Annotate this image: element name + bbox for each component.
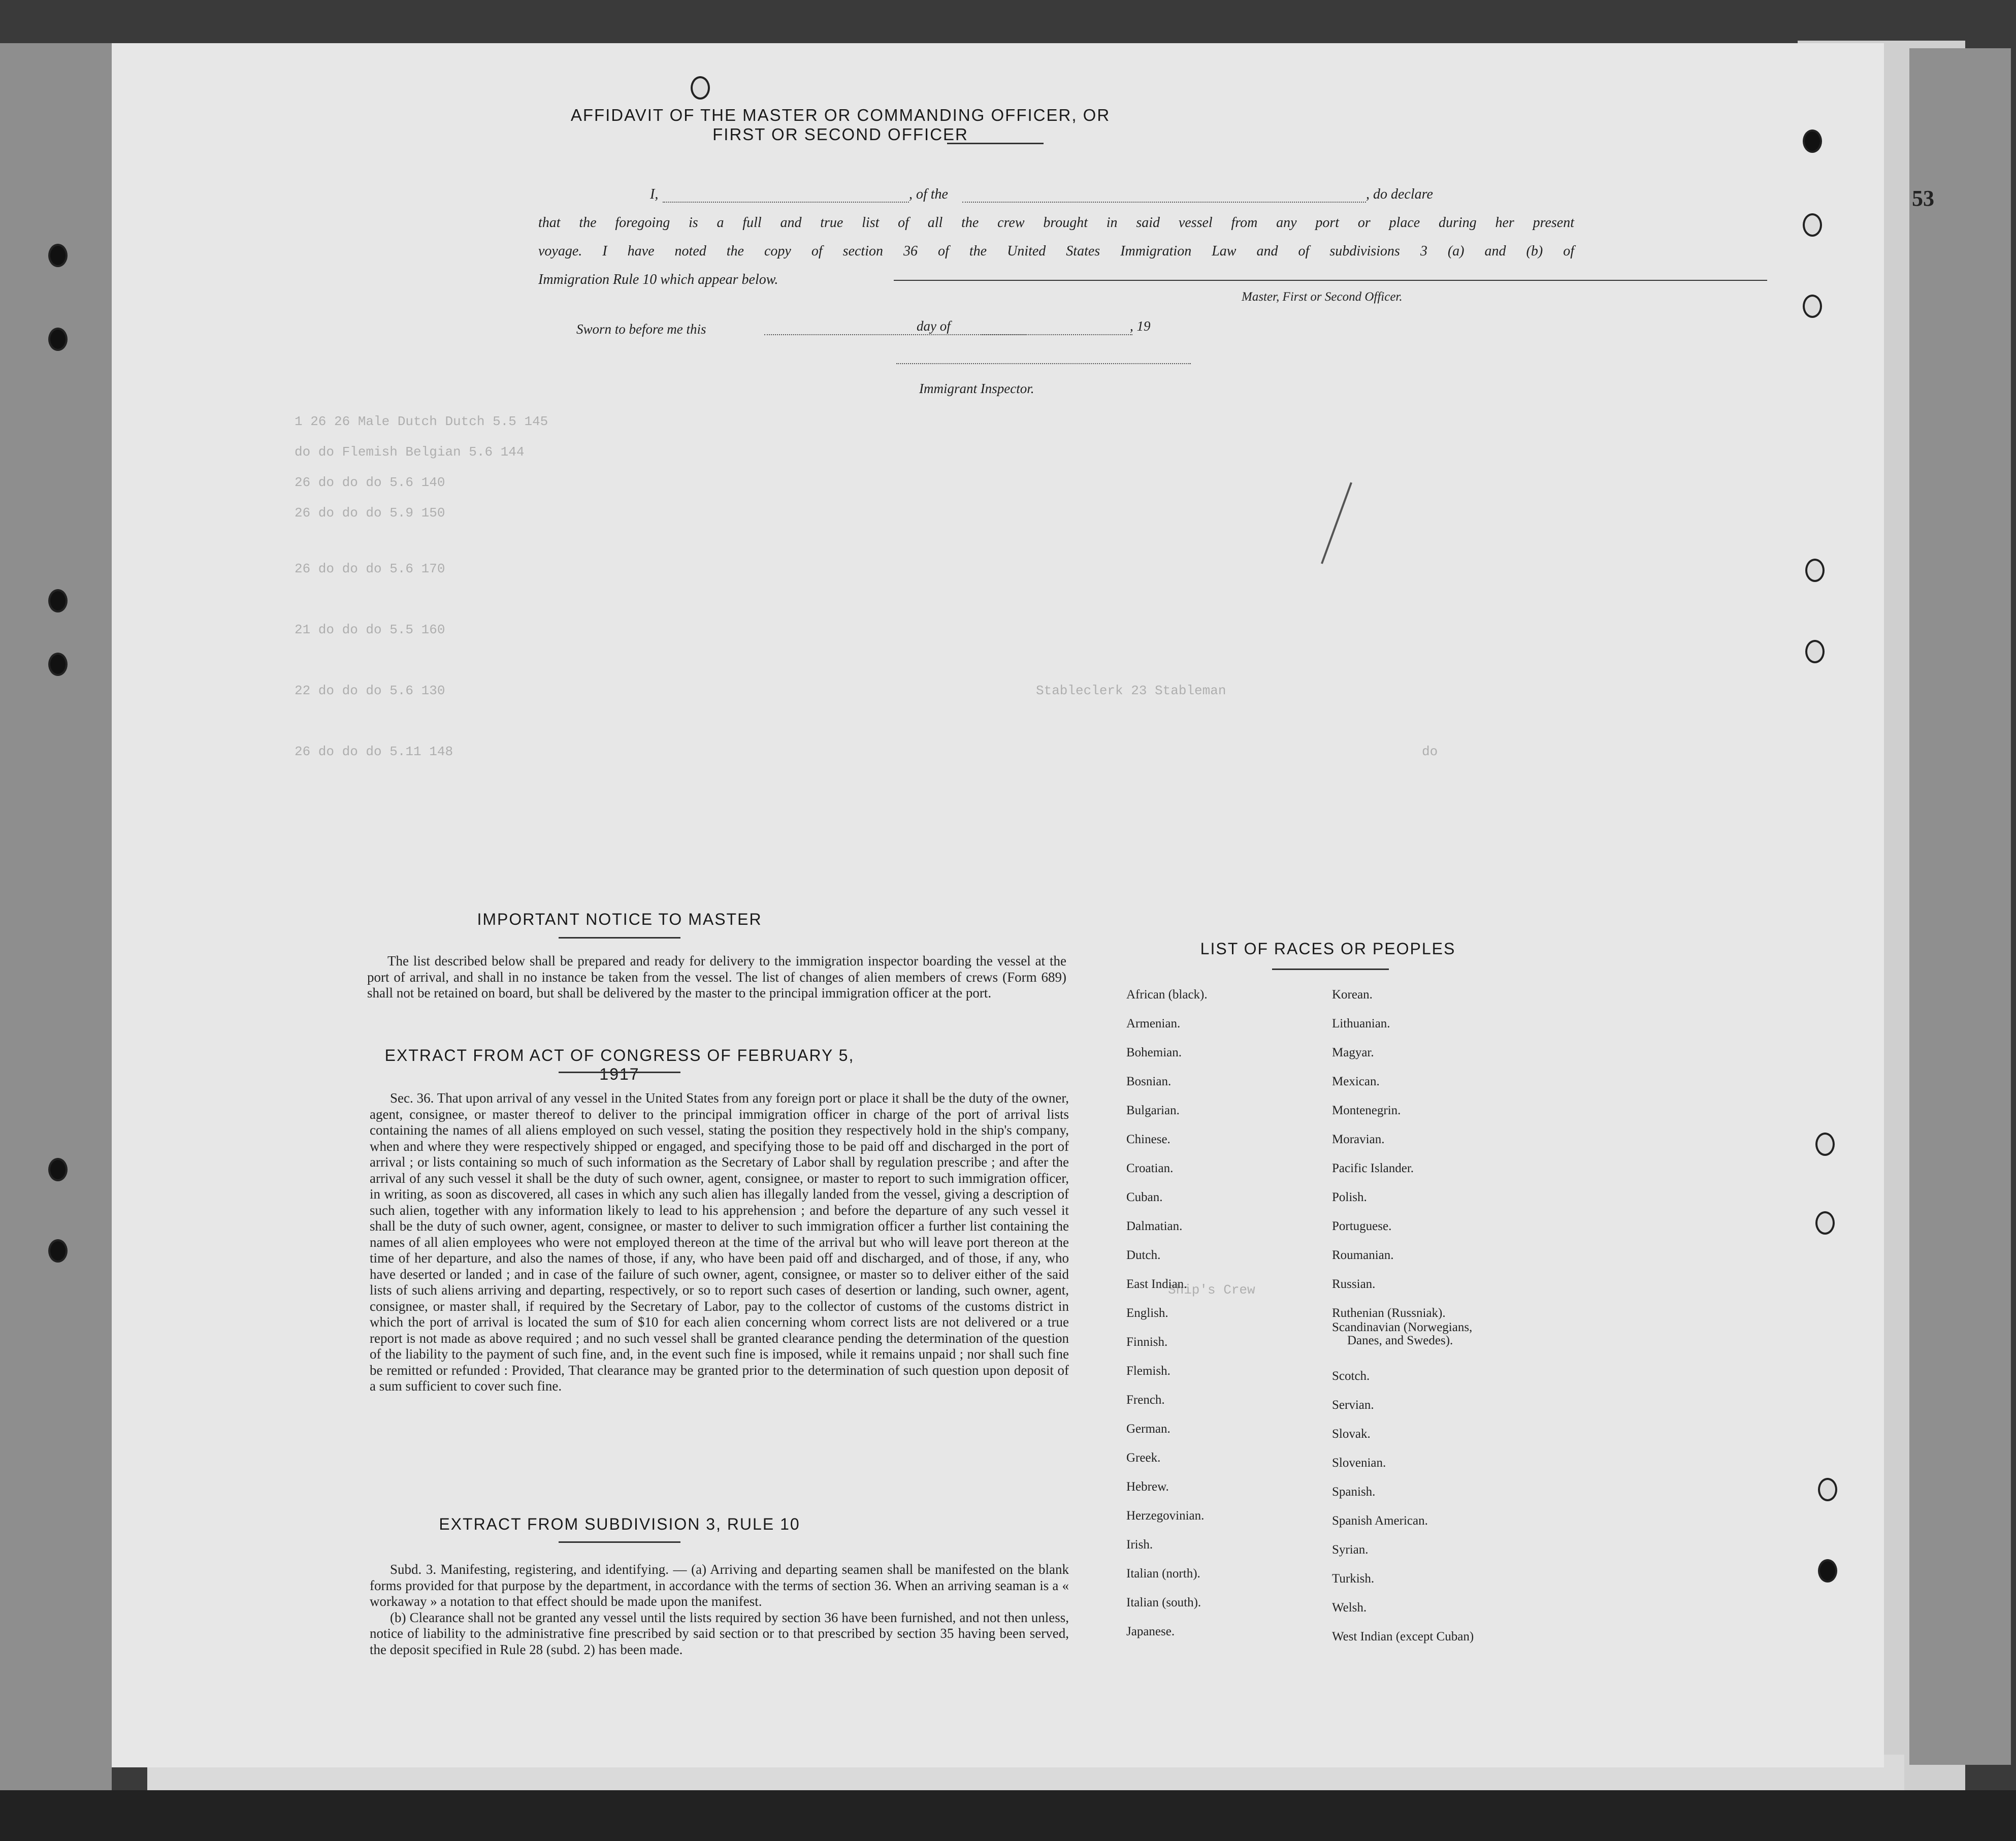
binding-hole	[1803, 295, 1822, 318]
race-right-item: Spanish American.	[1332, 1514, 1428, 1528]
bleed-through-text: do	[1422, 744, 1438, 759]
rule-paragraph-b: (b) Clearance shall not be granted any vessel until the lists required by section 36 have been furnished, and not then unless, notice of liability to the administrative fine prescribed by said section or to that prescribed by section 35 having been served, the deposit specified in Rule 28 (subd. 2) has been made.	[370, 1609, 1069, 1657]
race-right-item: Polish.	[1332, 1190, 1367, 1204]
bleed-through-text: 26 do do do 5.6 170	[295, 561, 445, 576]
binding-hole	[1803, 213, 1822, 237]
underlying-sheet-edge	[1909, 48, 2011, 1765]
rule-title: EXTRACT FROM SUBDIVISION 3, RULE 10	[439, 1515, 800, 1533]
affidavit-line3: voyage. I have noted the copy of section 36 of the United States Immigration Law and of subdivisions 3 (a) and (b) of	[538, 243, 1574, 259]
binding-hole	[1818, 1559, 1837, 1582]
bleed-through-text: 26 do do do 5.6 140	[295, 475, 445, 490]
race-left-item: Armenian.	[1126, 1017, 1181, 1030]
bottom-shadow	[0, 1790, 2016, 1841]
binding-hole	[1805, 640, 1825, 663]
race-right-item: Syrian.	[1332, 1543, 1369, 1557]
binding-hole	[1818, 1478, 1837, 1501]
notice-text	[367, 953, 1066, 1002]
binding-hole	[1815, 1133, 1835, 1156]
sworn-label: Sworn to before me this	[576, 321, 706, 337]
bleed-through-text: 1 26 26 Male Dutch Dutch 5.5 145	[295, 414, 548, 429]
binding-hole	[1815, 1211, 1835, 1235]
bleed-through-text: Ship's Crew	[1168, 1282, 1255, 1298]
race-left-item: Italian (north).	[1126, 1567, 1200, 1580]
race-right-item: Roumanian.	[1332, 1248, 1394, 1262]
race-left-item: Bosnian.	[1126, 1075, 1172, 1088]
title-underline	[947, 143, 1044, 144]
race-left-item: Japanese.	[1126, 1625, 1175, 1638]
race-right-item: Scotch.	[1332, 1369, 1370, 1383]
notice-title: IMPORTANT NOTICE TO MASTER	[477, 910, 762, 928]
bleed-through-text: 26 do do do 5.9 150	[295, 505, 445, 521]
affidavit-title: AFFIDAVIT OF THE MASTER OR COMMANDING OFFICER, OR FIRST OR SECOND OFFICER	[570, 106, 1111, 144]
race-right-item: Ruthenian (Russniak).	[1332, 1306, 1446, 1320]
binding-hole	[691, 76, 710, 100]
race-left-item: Flemish.	[1126, 1364, 1170, 1378]
affidavit-i: I,	[650, 186, 659, 202]
notice-underline	[559, 937, 680, 939]
race-left-item: French.	[1126, 1393, 1165, 1407]
bleed-through-text: 21 do do do 5.5 160	[295, 622, 445, 637]
rule-paragraph-a: Subd. 3. Manifesting, registering, and identifying. — (a) Arriving and departing seamen shall be manifested on the blank forms provided for that purpose by the department, in accordance with the terms of section 36. When an arriving seaman is a « workaway » a notation to that effect should be made upon the manifest.	[370, 1562, 1069, 1609]
race-left-item: Bulgarian.	[1126, 1104, 1180, 1117]
race-right-item: West Indian (except Cuban)	[1332, 1630, 1474, 1643]
day-of-label: day of	[917, 318, 951, 334]
affidavit-line4: Immigration Rule 10 which appear below.	[538, 272, 778, 287]
race-right-item: Spanish.	[1332, 1485, 1376, 1499]
bleed-through-text: do do Flemish Belgian 5.6 144	[295, 444, 525, 460]
race-right-item: Slovak.	[1332, 1427, 1371, 1441]
race-left-item: Bohemian.	[1126, 1046, 1182, 1059]
race-left-item: African (black).	[1126, 988, 1208, 1002]
affidavit-of-the: , of the	[909, 186, 948, 202]
race-left-item: Cuban.	[1126, 1190, 1163, 1204]
act-text	[370, 1090, 1069, 1395]
affidavit-line2: that the foregoing is a full and true list of all the crew brought in said vessel from any port or place during her present	[538, 215, 1574, 231]
binding-hole	[1805, 559, 1825, 582]
binding-hole	[48, 1158, 68, 1181]
month-line	[980, 316, 1132, 335]
binding-hole	[1803, 130, 1822, 153]
race-right-item: Mexican.	[1332, 1075, 1380, 1088]
race-right-item: Slovenian.	[1332, 1456, 1386, 1470]
affidavit-body	[538, 180, 1574, 294]
manifest-back-page	[112, 43, 1884, 1767]
race-left-item: Dalmatian.	[1126, 1219, 1183, 1233]
binding-hole	[48, 1239, 68, 1263]
name-line	[663, 180, 909, 203]
master-signature-label: Master, First or Second Officer.	[1242, 290, 1403, 304]
sheet-number-top: 53	[1912, 186, 1934, 211]
race-right-item: Korean.	[1332, 988, 1373, 1002]
race-right-item: Pacific Islander.	[1332, 1161, 1414, 1175]
race-right-item: Turkish.	[1332, 1572, 1375, 1586]
races-list	[1126, 988, 1685, 1699]
race-left-item: Italian (south).	[1126, 1596, 1201, 1609]
race-right-item: Russian.	[1332, 1277, 1376, 1291]
race-left-item: German.	[1126, 1422, 1170, 1436]
vessel-line	[962, 180, 1366, 203]
race-left-item: Irish.	[1126, 1538, 1153, 1552]
year-label: , 19	[1130, 318, 1151, 334]
race-left-item: English.	[1126, 1306, 1168, 1320]
race-left-item: East Indian.	[1126, 1277, 1187, 1291]
race-left-item: Herzegovinian.	[1126, 1509, 1205, 1523]
act-title: EXTRACT FROM ACT OF CONGRESS OF FEBRUARY 5, 1917	[384, 1046, 855, 1083]
binding-hole	[48, 589, 68, 612]
race-right-item: Lithuanian.	[1332, 1017, 1390, 1030]
race-right-item: Montenegrin.	[1332, 1104, 1401, 1117]
race-left-item: Dutch.	[1126, 1248, 1161, 1262]
binding-hole	[48, 653, 68, 676]
inspector-line	[896, 363, 1191, 364]
act-paragraph: Sec. 36. That upon arrival of any vessel in the United States from any foreign port or place it shall be the duty of the owner, agent, consignee, or master thereof to deliver to the principal immigration officer in charge of the port of arrival lists containing the names of all aliens employed on such vessel, stating the position they respectively hold in the ship's company, when and where they were respectively shipped or engaged, and specifying those to be paid off and discharged in the port of arrival ; or lists containing so much of such information as the Secretary of Labor shall by regulation prescribe ; and after the arrival of any such vessel it shall be the duty of such owner, agent, consignee, or master to report to such immigration officer, in writing, as soon as discovered, all cases in which any such alien has illegally landed from the vessel, giving a description of such alien, together with any information likely to lead to his apprehension ; and before the departure of any such vessel it shall be the duty of such owner, agent, consignee, or master to deliver to such immigration officer a further list containing the names of all alien employees who were not employed thereon at the time of the arrival but who will leave port thereon at the time of her departure, and also the names of those, if any, who have been paid off and discharged, and of those, if any, who have deserted or landed ; and in case of the failure of such owner, agent, consignee, or master so to deliver either of the said lists of such aliens arriving and departing, respectively, or so to report such cases of desertion or landing, such owner, agent, consignee, or master shall, if required by the Secretary of Labor, pay to the collector of customs of the customs district in which the port of arrival is located the sum of $10 for each alien concerning whom correct lists are not delivered or a true report is not made as above required ; and no such vessel shall be granted clearance pending the determination of the question of the liability to the payment of such fine, and, in the event such fine is imposed, while it remains unpaid ; nor shall such fine be remitted or refunded : Provided, That clearance may be granted prior to the determination of such question upon deposit of a sum sufficient to cover such fine.	[370, 1090, 1069, 1394]
race-right-item: Moravian.	[1332, 1133, 1385, 1146]
bleed-through-text: Stableclerk 23 Stableman	[1036, 683, 1226, 698]
race-right-item: Scandinavian (Norwegians,	[1332, 1320, 1473, 1334]
bleed-through-text: 26 do do do 5.11 148	[295, 744, 453, 759]
race-right-item: Portuguese.	[1332, 1219, 1392, 1233]
signature-line	[894, 280, 1767, 281]
binding-hole	[48, 328, 68, 351]
binding-hole	[48, 244, 68, 267]
race-left-item: Greek.	[1126, 1451, 1161, 1465]
bleed-through-text: 22 do do do 5.6 130	[295, 683, 445, 698]
rule-underline	[559, 1541, 680, 1543]
races-underline	[1272, 968, 1389, 970]
race-left-item: Croatian.	[1126, 1161, 1174, 1175]
race-right-item: Danes, and Swedes).	[1347, 1334, 1453, 1347]
left-binding-strip	[0, 43, 112, 1790]
race-right-item: Welsh.	[1332, 1601, 1367, 1614]
inspector-label: Immigrant Inspector.	[919, 381, 1034, 396]
affidavit-do-declare: , do declare	[1366, 186, 1433, 202]
race-right-item: Magyar.	[1332, 1046, 1374, 1059]
race-left-item: Chinese.	[1126, 1133, 1170, 1146]
race-left-item: Hebrew.	[1126, 1480, 1169, 1494]
act-underline	[559, 1072, 680, 1073]
rule-text	[370, 1562, 1069, 1658]
notice-paragraph: The list described below shall be prepared and ready for delivery to the immigration inspector boarding the vessel at the port of arrival, and shall in no instance be taken from the vessel. The list of changes of alien members of crews (Form 689) shall not be retained on board, but shall be delivered by the master to the principal immigration officer at the port.	[367, 953, 1066, 1000]
pencil-mark	[1321, 482, 1352, 564]
races-title: LIST OF RACES OR PEOPLES	[1200, 940, 1456, 958]
race-left-item: Finnish.	[1126, 1335, 1168, 1349]
race-right-item: Servian.	[1332, 1398, 1374, 1412]
